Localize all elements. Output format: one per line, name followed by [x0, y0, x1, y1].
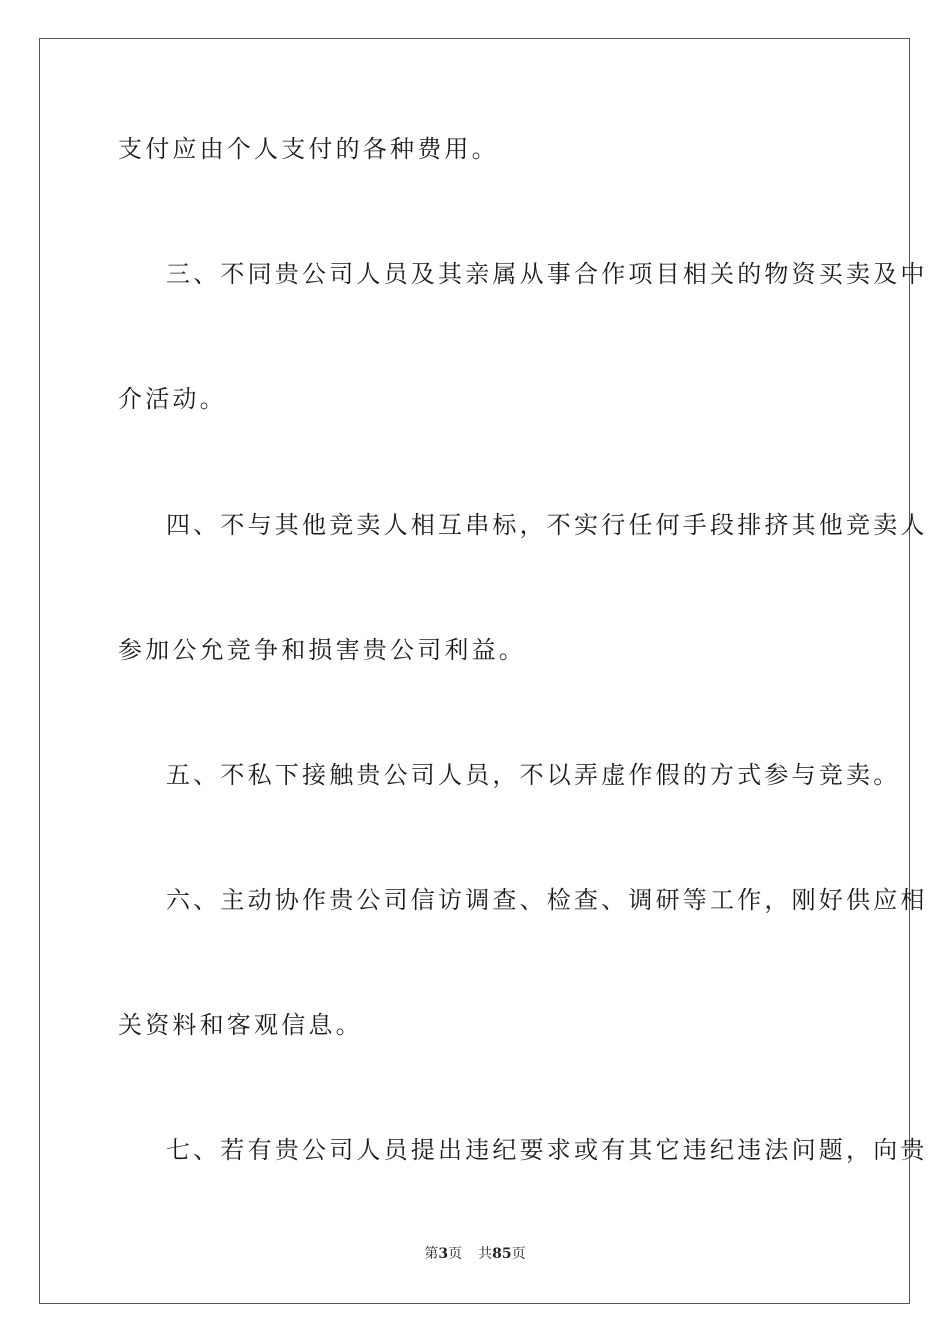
text-line-5: 参加公允竞争和损害贵公司利益。	[118, 636, 526, 664]
footer-total-suffix: 页	[511, 1246, 526, 1262]
text-line-4: 四、不与其他竞卖人相互串标，不实行任何手段排挤其他竞卖人	[166, 511, 928, 539]
text-line-2: 三、不同贵公司人员及其亲属从事合作项目相关的物资买卖及中	[166, 260, 928, 288]
footer-page-number: 3	[438, 1246, 449, 1262]
footer-page-suffix: 页	[448, 1246, 463, 1262]
text-line-6: 五、不私下接触贵公司人员，不以弄虚作假的方式参与竞卖。	[166, 761, 901, 789]
text-line-7: 六、主动协作贵公司信访调查、检查、调研等工作，刚好供应相	[166, 886, 928, 914]
text-line-8: 关资料和客观信息。	[118, 1011, 363, 1039]
footer-total-pages: 85	[492, 1246, 512, 1262]
page-footer	[0, 1244, 950, 1264]
text-line-3: 介活动。	[118, 385, 227, 413]
footer-total-prefix: 共	[478, 1246, 493, 1262]
text-line-9: 七、若有贵公司人员提出违纪要求或有其它违纪违法问题，向贵	[166, 1136, 928, 1164]
text-line-1: 支付应由个人支付的各种费用。	[118, 135, 499, 163]
page-border	[39, 38, 910, 1304]
footer-page-prefix: 第	[424, 1246, 439, 1262]
